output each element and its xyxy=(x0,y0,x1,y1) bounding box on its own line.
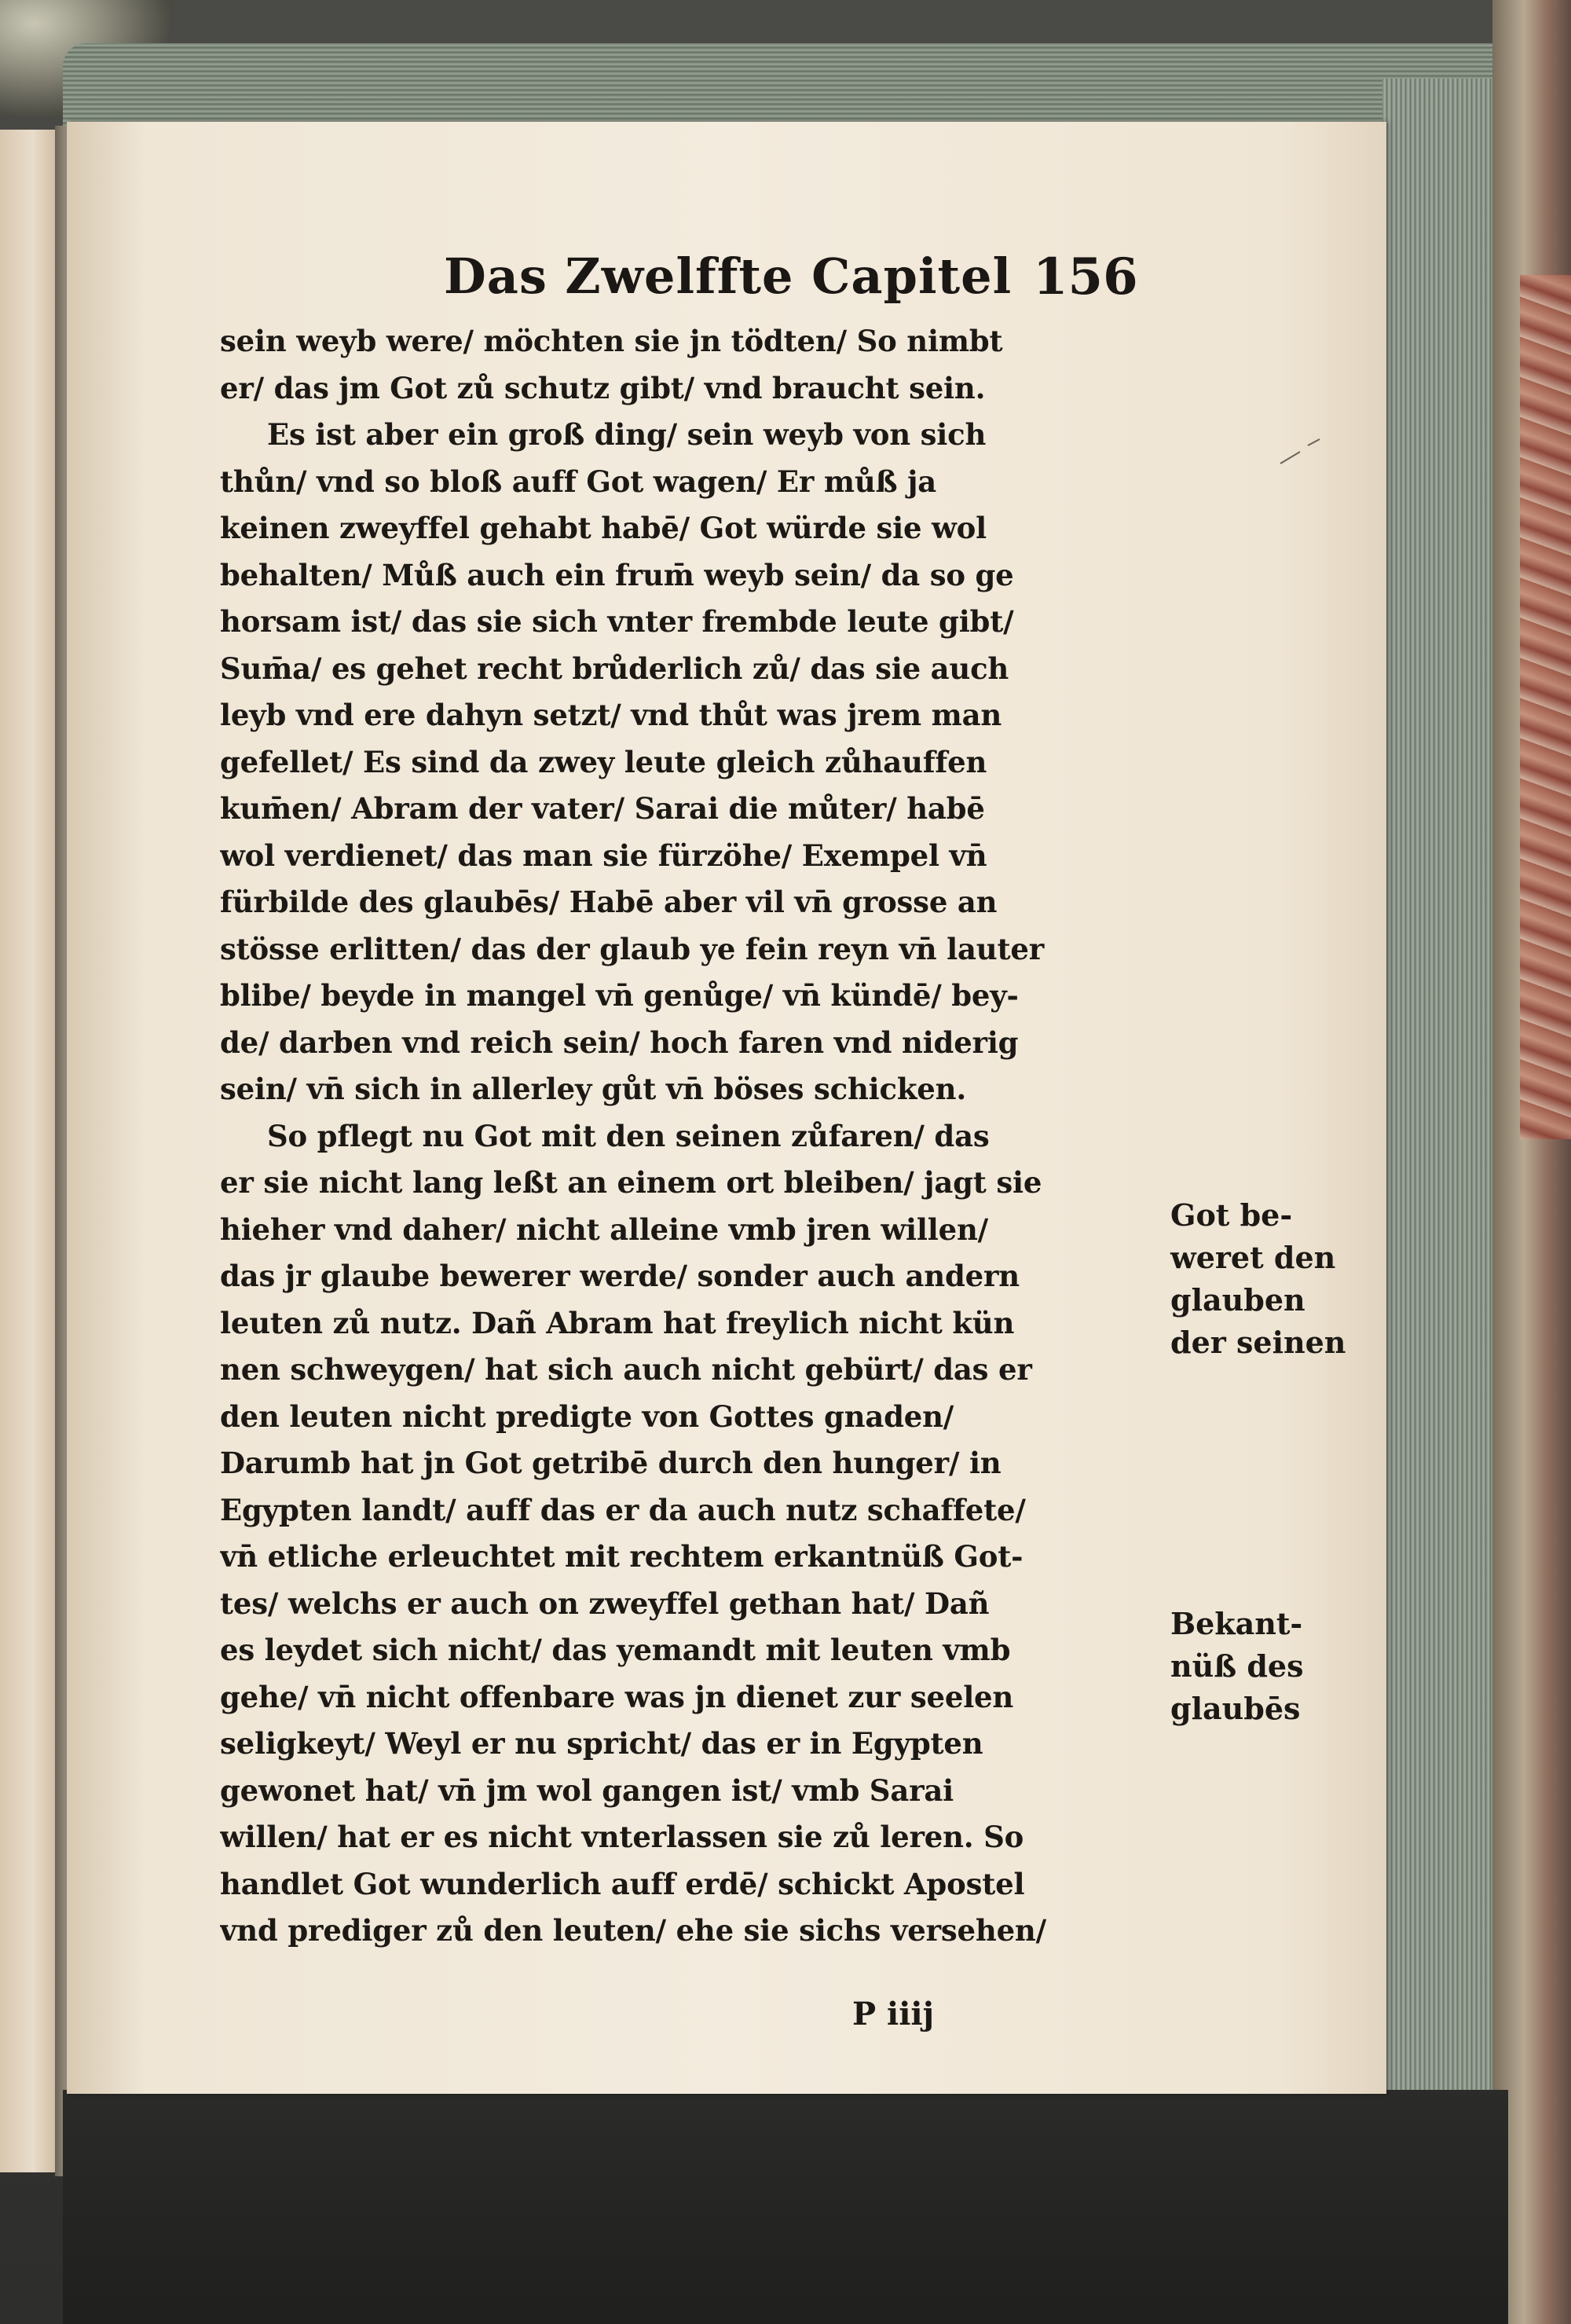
text-line: behalten/ Můß auch ein frum̄ weyb sein/ da so ge xyxy=(220,557,1014,592)
text-line: das jr glaube bewerer werde/ sonder auch andern xyxy=(220,1259,1020,1293)
facing-page-left xyxy=(0,130,55,2172)
page-header xyxy=(381,240,1151,326)
text-line: sein weyb were/ möchten sie jn tödten/ So nimbt xyxy=(220,324,1003,358)
text-line: seligkeyt/ Weyl er nu spricht/ das er in Egypten xyxy=(220,1726,983,1761)
body-text xyxy=(220,318,1225,2078)
text-line: vn̄ etliche erleuchtet mit rechtem erkantnüß Got- xyxy=(220,1539,1024,1574)
text-line: Egypten landt/ auff das er da auch nutz schaffete/ xyxy=(220,1492,1026,1527)
margin-note-line: nüß des xyxy=(1170,1648,1304,1684)
text-line: fürbilde des glaubēs/ Habē aber vil vn̄ grosse an xyxy=(220,885,998,919)
text-line: handlet Got wunderlich auff erdē/ schickt Apostel xyxy=(220,1866,1025,1901)
text-line: den leuten nicht predigte von Gottes gnaden/ xyxy=(220,1398,954,1434)
text-line: Sum̄a/ es gehet recht brůderlich zů/ das sie auch xyxy=(220,651,1009,686)
margin-note-line: Got be- xyxy=(1170,1197,1293,1233)
marbled-endpaper xyxy=(1520,275,1571,1139)
text-line: Darumb hat jn Got getribē durch den hunger/ in xyxy=(220,1446,1002,1480)
text-line: Es ist aber ein groß ding/ sein weyb von sich xyxy=(267,417,987,452)
margin-note-line: der seinen xyxy=(1170,1325,1346,1360)
text-line: tes/ welchs er auch on zweyffel gethan hat/ Dañ xyxy=(220,1585,990,1621)
text-line: hieher vnd daher/ nicht alleine vmb jren willen/ xyxy=(220,1211,988,1247)
text-line: stösse erlitten/ das der glaub ye fein reyn vn̄ lauter xyxy=(220,931,1045,966)
signature-mark: P iiij xyxy=(852,1996,935,2033)
background-bottom xyxy=(63,2090,1508,2324)
text-line: wol verdienet/ das man sie fürzöhe/ Exempel vn̄ xyxy=(220,838,987,873)
margin-note-line: glaubēs xyxy=(1170,1691,1301,1726)
text-line: sein/ vn̄ sich in allerley gůt vn̄ böses schicken. xyxy=(220,1072,966,1106)
text-line: gewonet hat/ vn̄ jm wol gangen ist/ vmb Sarai xyxy=(220,1772,954,1808)
text-line: horsam ist/ das sie sich vnter frembde leute gibt/ xyxy=(220,604,1014,639)
text-line: er sie nicht lang leßt an einem ort bleiben/ jagt sie xyxy=(220,1165,1042,1200)
stray-ink-mark xyxy=(1276,436,1324,467)
text-line: leuten zů nutz. Dañ Abram hat freylich nicht kün xyxy=(220,1305,1015,1340)
text-line: er/ das jm Got zů schutz gibt/ vnd braucht sein. xyxy=(220,370,986,405)
running-head: Das Zwelffte Capitel xyxy=(444,247,1013,305)
text-line: gefellet/ Es sind da zwey leute gleich zůhauffen xyxy=(220,744,987,779)
text-line: keinen zweyffel gehabt habē/ Got würde sie wol xyxy=(220,511,987,545)
text-line: kum̄en/ Abram der vater/ Sarai die můter/ habē xyxy=(220,791,985,826)
printed-page xyxy=(67,122,1386,2094)
margin-note-line: glauben xyxy=(1170,1282,1306,1318)
text-line: thůn/ vnd so bloß auff Got wagen/ Er můß ja xyxy=(220,464,937,499)
text-line: es leydet sich nicht/ das yemandt mit leuten vmb xyxy=(220,1633,1011,1667)
text-line: leyb vnd ere dahyn setzt/ vnd thůt was jrem man xyxy=(220,698,1002,732)
text-line: So pflegt nu Got mit den seinen zůfaren/ das xyxy=(267,1118,990,1153)
text-line: nen schweygen/ hat sich auch nicht gebürt/ das er xyxy=(220,1352,1032,1387)
margin-note-1 xyxy=(1170,1194,1375,1364)
margin-note-2 xyxy=(1170,1603,1375,1730)
text-line: willen/ hat er es nicht vnterlassen sie zů leren. So xyxy=(220,1820,1024,1854)
text-line: blibe/ beyde in mangel vn̄ genůge/ vn̄ kündē/ bey- xyxy=(220,978,1019,1013)
margin-note-line: weret den xyxy=(1170,1240,1336,1275)
page-number: 156 xyxy=(1033,247,1138,306)
margin-note-line: Bekant- xyxy=(1170,1606,1303,1641)
text-line: gehe/ vn̄ nicht offenbare was jn dienet zur seelen xyxy=(220,1679,1014,1714)
text-line: de/ darben vnd reich sein/ hoch faren vnd niderig xyxy=(220,1025,1019,1060)
page-edges-top xyxy=(63,43,1532,134)
text-line: vnd prediger zů den leuten/ ehe sie sichs versehen/ xyxy=(220,1913,1046,1948)
